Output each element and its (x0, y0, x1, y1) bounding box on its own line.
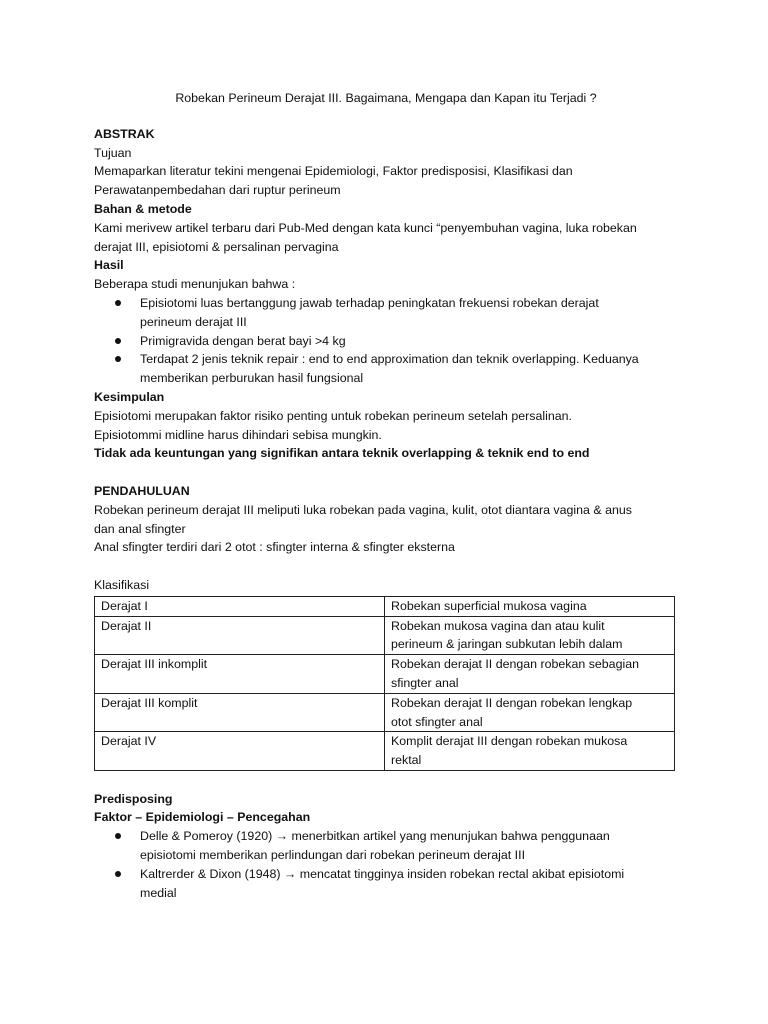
bullet-icon (115, 356, 121, 362)
list-item: Terdapat 2 jenis teknik repair : end to end approximation dan teknik overlapping. Keduanya memberikan perburukan hasil fungsional (140, 350, 678, 388)
kesimpulan-line-3: Tidak ada keuntungan yang signifikan antara teknik overlapping & teknik end to end (94, 446, 590, 461)
table-cell-derajat: Derajat III komplit (95, 693, 385, 732)
hasil-intro: Beberapa studi menunjukan bahwa : (94, 277, 296, 292)
kesimpulan-line-1: Episiotomi merupakan faktor risiko penting untuk robekan perineum setelah persalinan. (94, 408, 572, 423)
klasifikasi-heading: Klasifikasi (94, 577, 150, 592)
list-item: Episiotomi luas bertanggung jawab terhadap peningkatan frekuensi robekan derajat perineum derajat III (140, 294, 678, 332)
table-row (95, 732, 675, 771)
document-title: Robekan Perineum Derajat III. Bagaimana, Mengapa dan Kapan itu Terjadi ? (175, 91, 597, 105)
table-cell-derajat: Derajat II (95, 616, 385, 655)
bahan-heading: Bahan & metode (94, 201, 192, 216)
list-item: Delle & Pomeroy (1920) → menerbitkan artikel yang menunjukan bahwa penggunaan episiotomi memberikan perlindungan dari robekan perineum derajat III (140, 827, 678, 865)
pendahuluan-line-2: dan anal sfingter (94, 521, 186, 536)
klasifikasi-table (94, 596, 675, 771)
pendahuluan-line-3: Anal sfingter terdiri dari 2 otot : sfingter interna & sfingter eksterna (94, 540, 455, 555)
list-item: Primigravida dengan berat bayi >4 kg (140, 332, 678, 351)
table-row (95, 616, 675, 655)
table-cell-derajat: Derajat IV (95, 732, 385, 771)
table-row (95, 655, 675, 694)
list-item: Kaltrerder & Dixon (1948) → mencatat tingginya insiden robekan rectal akibat episiotomi medial (140, 865, 678, 903)
kesimpulan-line-2: Episiotommi midline harus dihindari sebisa mungkin. (94, 427, 382, 442)
tujuan-heading: Tujuan (94, 145, 132, 160)
bullet-icon (115, 871, 121, 877)
abstract-heading: ABSTRAK (94, 126, 155, 141)
table-cell-description: Robekan mukosa vagina dan atau kulit perineum & jaringan subkutan lebih dalam (385, 616, 675, 655)
bahan-text-line-1: Kami merivew artikel terbaru dari Pub-Med dengan kata kunci “penyembuhan vagina, luka robekan (94, 220, 637, 235)
bullet-icon (115, 833, 121, 839)
table-cell-description: Komplit derajat III dengan robekan mukosa rektal (385, 732, 675, 771)
predisposing-subheading: Faktor – Epidemiologi – Pencegahan (94, 810, 311, 825)
predisposing-list (94, 827, 678, 902)
spacer (94, 557, 678, 576)
spacer (94, 771, 678, 790)
bullet-icon (115, 300, 121, 306)
table-cell-description: Robekan derajat II dengan robekan sebagian sfingter anal (385, 655, 675, 694)
table-row (95, 596, 675, 616)
table-cell-description: Robekan superficial mukosa vagina (385, 596, 675, 616)
bahan-text-line-2: derajat III, episiotomi & persalinan pervagina (94, 239, 339, 254)
kesimpulan-heading: Kesimpulan (94, 389, 165, 404)
pendahuluan-line-1: Robekan perineum derajat III meliputi luka robekan pada vagina, kulit, otot diantara vagina & anus (94, 502, 632, 517)
hasil-list (94, 294, 678, 388)
spacer (94, 463, 678, 482)
hasil-heading: Hasil (94, 258, 124, 273)
document-page (94, 89, 678, 902)
table-cell-derajat: Derajat III inkomplit (95, 655, 385, 694)
table-cell-derajat: Derajat I (95, 596, 385, 616)
pendahuluan-heading: PENDAHULUAN (94, 483, 190, 498)
table-cell-description: Robekan derajat II dengan robekan lengkap otot sfingter anal (385, 693, 675, 732)
tujuan-text-line-1: Memaparkan literatur tekini mengenai Epidemiologi, Faktor predisposisi, Klasifikasi dan (94, 164, 573, 179)
tujuan-text-line-2: Perawatanpembedahan dari ruptur perineum (94, 183, 341, 198)
table-row (95, 693, 675, 732)
predisposing-heading: Predisposing (94, 791, 173, 806)
bullet-icon (115, 338, 121, 344)
